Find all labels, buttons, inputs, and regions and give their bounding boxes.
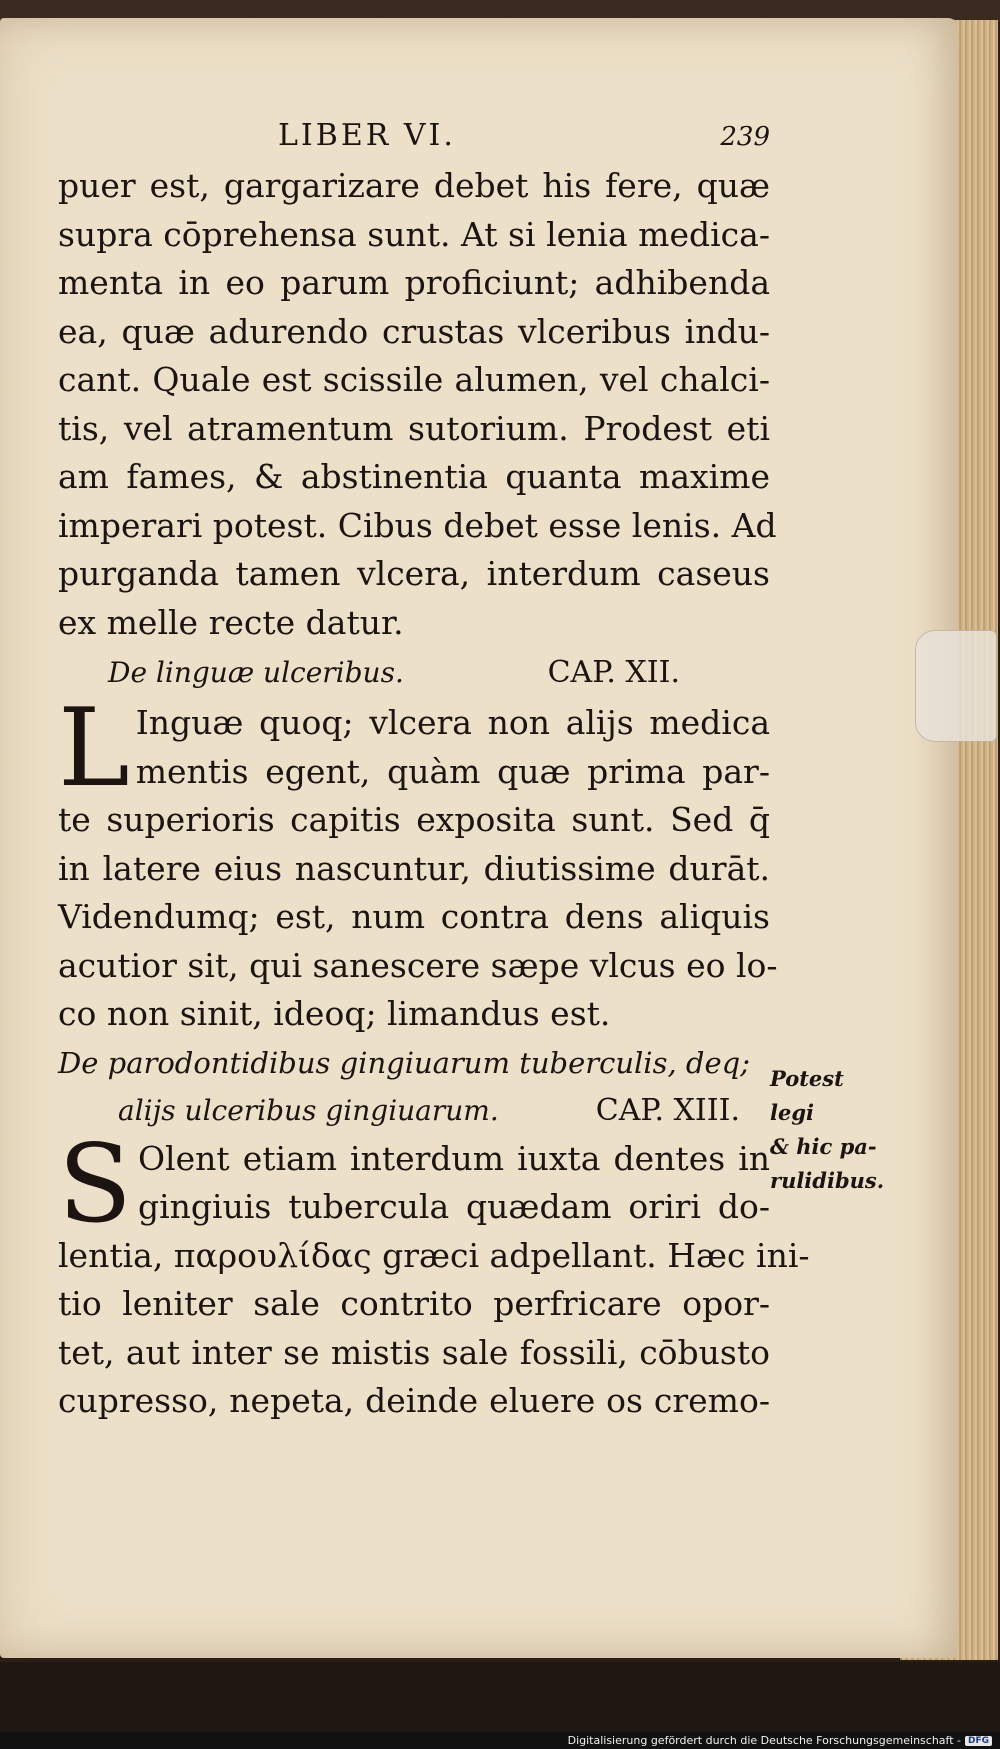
text-line: Inguæ quoq; vlcera non alijs medica bbox=[135, 703, 770, 742]
chapter-13-title-2: alijs ulceribus gingiuarum. bbox=[118, 1093, 499, 1127]
chapter-12-number: CAP. XII. bbox=[547, 655, 680, 690]
marginal-note-line: rulidibus. bbox=[770, 1168, 885, 1193]
text-line: imperari potest. Cibus debet esse lenis. Ad bbox=[58, 505, 777, 545]
chapter-13-heading-line2 bbox=[58, 1087, 770, 1135]
dfg-logo-icon: DFG bbox=[965, 1736, 992, 1746]
text-line: co non sinit, ideoq; limandus est. bbox=[58, 994, 611, 1033]
text-line: mentis egent, quàm quæ prima par- bbox=[135, 751, 770, 791]
text-line: menta in eo parum proficiunt; adhibenda bbox=[58, 263, 770, 302]
running-header bbox=[58, 118, 770, 162]
text-line: Videndumq; est, num contra dens aliquis bbox=[58, 897, 770, 936]
marginal-note bbox=[770, 1062, 885, 1198]
paragraph-continuation bbox=[58, 162, 777, 647]
text-line: Olent etiam interdum iuxta dentes in bbox=[138, 1138, 770, 1178]
text-line: ea, quæ adurendo crustas vlceribus indu- bbox=[58, 311, 770, 351]
text-line: purganda tamen vlcera, interdum caseus bbox=[58, 554, 770, 593]
text-line: tio leniter sale contrito perfricare opor- bbox=[58, 1284, 770, 1323]
text-line: tet, aut inter se mistis sale fossili, cōbusto bbox=[58, 1332, 770, 1372]
text-line: cupresso, nepeta, deinde eluere os cremo- bbox=[58, 1381, 770, 1420]
drop-cap-S: S bbox=[58, 1121, 132, 1247]
digitization-footer bbox=[0, 1732, 1000, 1749]
text-line: cant. Quale est scissile alumen, vel chalci- bbox=[58, 360, 770, 399]
chapter-13-number: CAP. XIII. bbox=[595, 1092, 740, 1128]
text-line: te superioris capitis exposita sunt. Sed q̄ bbox=[58, 800, 770, 839]
page-clip bbox=[915, 630, 997, 742]
running-title: LIBER VI. bbox=[278, 118, 456, 153]
footer-credit: Digitalisierung gefördert durch die Deutsche Forschungsgemeinschaft - bbox=[567, 1734, 961, 1747]
text-line: puer est, gargarizare debet his fere, quæ bbox=[58, 166, 770, 205]
text-line: ex melle recte datur. bbox=[58, 602, 404, 642]
scan-background-bottom bbox=[0, 1662, 1000, 1732]
chapter-12-title: De linguæ ulceribus. bbox=[108, 656, 404, 689]
text-line: lentia, παρουλίδας græci adpellant. Hæc ini- bbox=[58, 1235, 810, 1275]
text-line: supra cōprehensa sunt. At si lenia medica- bbox=[58, 214, 770, 254]
text-line: gingiuis tubercula quædam oriri do- bbox=[138, 1187, 770, 1226]
page-number: 239 bbox=[720, 122, 770, 152]
marginal-note-line: & hic pa- bbox=[770, 1134, 877, 1159]
marginal-note-line: Potest legi bbox=[770, 1066, 844, 1125]
text-line: in latere eius nascuntur, diutissime durāt. bbox=[58, 848, 770, 888]
text-line: tis, vel atramentum sutorium. Prodest eti bbox=[58, 408, 770, 448]
chapter-13-heading-line1 bbox=[58, 1039, 770, 1087]
chapter-12-heading bbox=[58, 647, 770, 699]
text-line: acutior sit, qui sanescere sæpe vlcus eo lo- bbox=[58, 945, 778, 985]
chapter-13-paragraph bbox=[58, 1121, 810, 1426]
text-line: am fames, & abstinentia quanta maxime bbox=[58, 457, 770, 496]
chapter-12-paragraph bbox=[58, 686, 778, 1039]
drop-cap-L: L bbox=[58, 686, 130, 811]
chapter-13-title-1: De parodontidibus gingiuarum tuberculis, deq; bbox=[58, 1045, 750, 1080]
